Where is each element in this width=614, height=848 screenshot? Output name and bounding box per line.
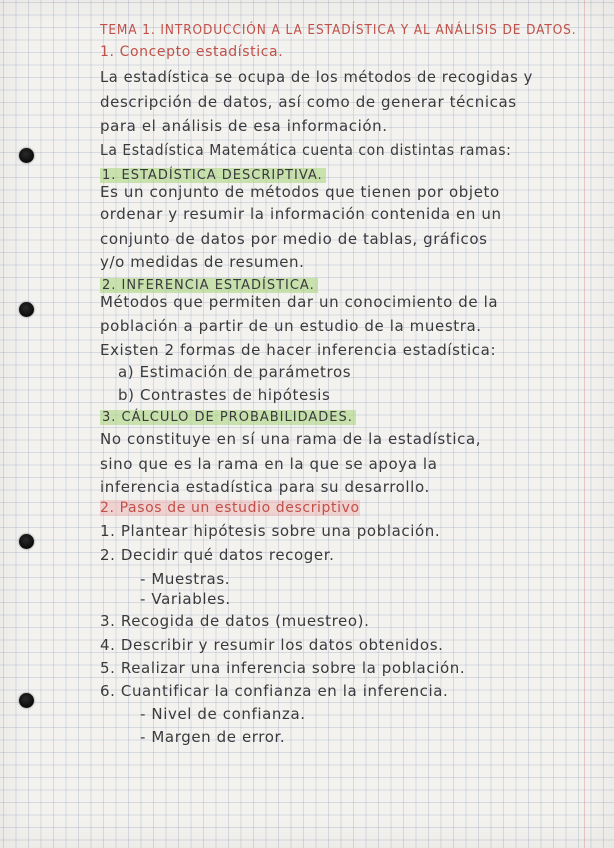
branch-heading: 1. ESTADÍSTICA DESCRIPTIVA. [100,168,326,183]
text-line: La Estadística Matemática cuenta con distintas ramas: [100,141,512,159]
section-heading: 1. Concepto estadística. [100,44,284,60]
sub-item: - Margen de error. [140,728,286,746]
margin-line [584,0,585,848]
text-line: Existen 2 formas de hacer inferencia estadística: [100,341,497,359]
text-line: y/o medidas de resumen. [100,253,305,271]
text-line: La estadística se ocupa de los métodos de recogidas y [100,68,533,86]
list-item: b) Contrastes de hipótesis [118,386,331,404]
text-line: población a partir de un estudio de la muestra. [100,317,482,335]
text-line: ordenar y resumir la información contenida en un [100,205,502,223]
punch-hole [19,302,34,317]
list-item: a) Estimación de parámetros [118,363,352,381]
branch-heading: 3. CÁLCULO DE PROBABILIDADES. [100,410,356,425]
text-line: No constituye en sí una rama de la estadística, [100,430,482,448]
step-item: 4. Describir y resumir los datos obtenidos. [100,636,444,654]
punch-hole [19,693,34,708]
text-line: Es un conjunto de métodos que tienen por objeto [100,183,500,201]
branch-heading: 2. INFERENCIA ESTADÍSTICA. [100,278,318,293]
step-item: 6. Cuantificar la confianza en la inferencia. [100,682,449,700]
punch-hole [19,534,34,549]
sub-item: - Nivel de confianza. [140,705,306,723]
step-item: 1. Plantear hipótesis sobre una población. [100,522,441,540]
section-heading: 2. Pasos de un estudio descriptivo [100,500,360,516]
step-item: 5. Realizar una inferencia sobre la población. [100,659,466,677]
text-line: para el análisis de esa información. [100,117,388,135]
branch-heading-wrap [100,407,356,425]
punch-hole [19,148,34,163]
step-item: 3. Recogida de datos (muestreo). [100,612,370,630]
text-line: inferencia estadística para su desarrollo. [100,478,430,496]
section-heading-wrap [100,500,360,516]
step-item: 2. Decidir qué datos recoger. [100,546,335,564]
text-line: conjunto de datos por medio de tablas, gráficos [100,230,488,248]
sub-item: - Variables. [140,590,231,608]
text-line: Métodos que permiten dar un conocimiento de la [100,293,499,311]
branch-heading-wrap [100,275,318,293]
text-line: descripción de datos, así como de generar técnicas [100,93,517,111]
sub-item: - Muestras. [140,570,231,588]
page-title: TEMA 1. INTRODUCCIÓN A LA ESTADÍSTICA Y AL ANÁLISIS DE DATOS. [100,22,577,38]
text-line: sino que es la rama en la que se apoya la [100,455,438,473]
branch-heading-wrap [100,165,326,183]
